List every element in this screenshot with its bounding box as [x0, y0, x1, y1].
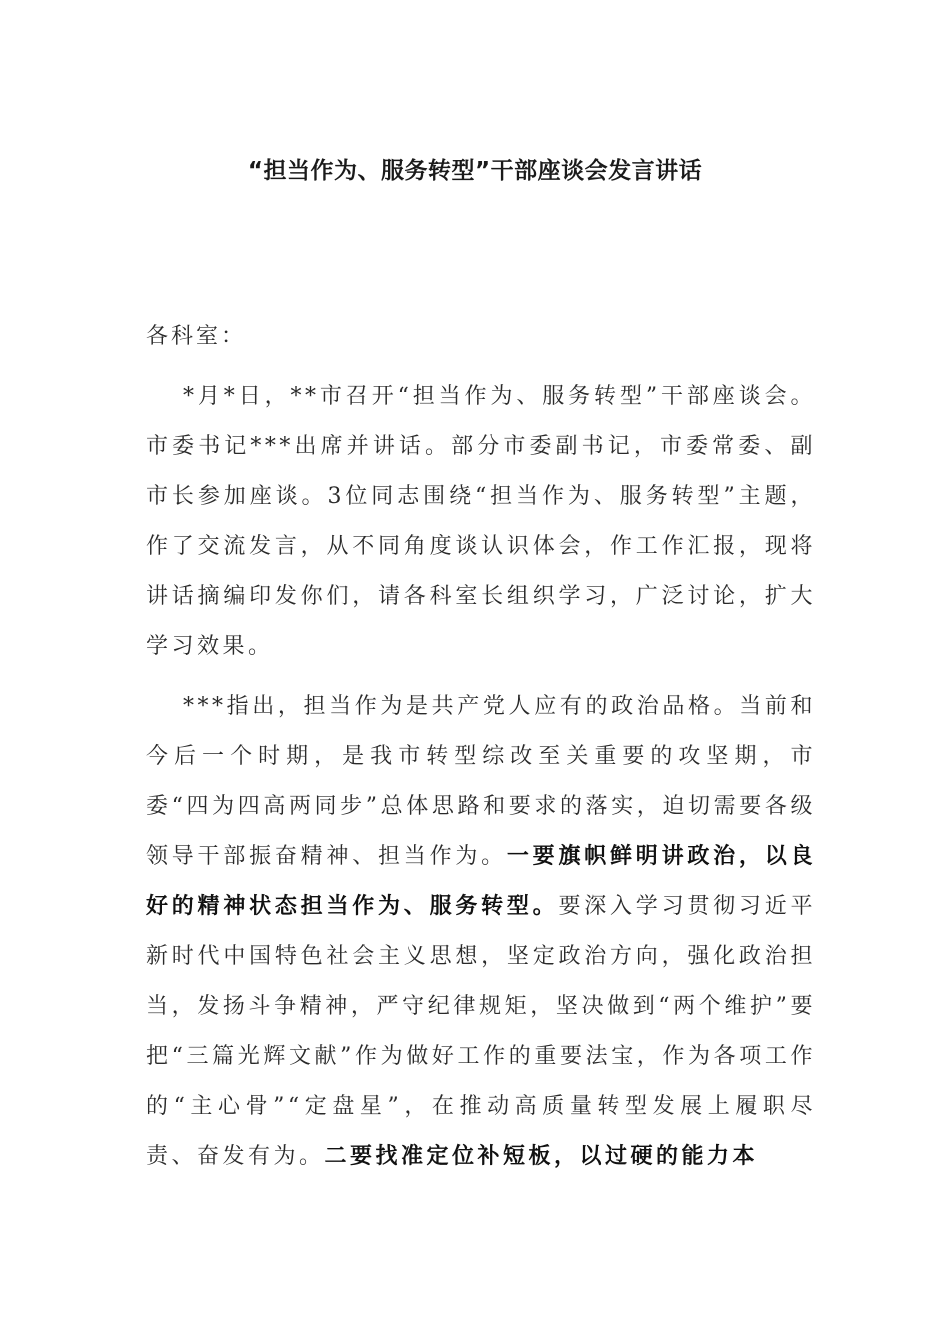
paragraph-1: *月*日，**市召开“担当作为、服务转型”干部座谈会。市委书记***出席并讲话。部分市委副书记，市委常委、副市长参加座谈。3位同志围绕“担当作为、服务转型”主题，作了交流发言，从不同角度谈认识体会，作工作汇报，现将讲话摘编印发你们，请各科室长组织学习，广泛讨论，扩大学习效果。: [146, 384, 816, 659]
salutation: 各科室：: [146, 324, 247, 349]
paragraph-2-bold-2: 二要找准定位补短板，以过硬的能力本: [324, 1144, 759, 1169]
paragraph-2-text-2: 要深入学习贯彻习近平新时代中国特色社会主义思想，坚定政治方向，强化政治担当，发扬斗争精神，严守纪律规矩，坚决做到“两个维护”要把“三篇光辉文献”作为做好工作的重要法宝，作为各项工作的“主心骨”“定盘星”，在推动高质量转型发展上履职尽责、奋发有为。: [146, 894, 816, 1169]
document-title: “担当作为、服务转型”干部座谈会发言讲话: [247, 158, 703, 184]
paragraph-2-text-1: ***指出，担当作为是共产党人应有的政治品格。当前和今后一个时期，是我市转型综改至关重要的攻坚期，市委“四为四高两同步”总体思路和要求的落实，迫切需要各级领导干部振奋精神、担当作为。: [146, 694, 816, 869]
paragraph-2-bold-1: 一要旗帜鲜明讲政治，以良好的精神状态担当作为、服务转型。: [146, 844, 816, 919]
paragraph-2: [146, 682, 816, 1182]
